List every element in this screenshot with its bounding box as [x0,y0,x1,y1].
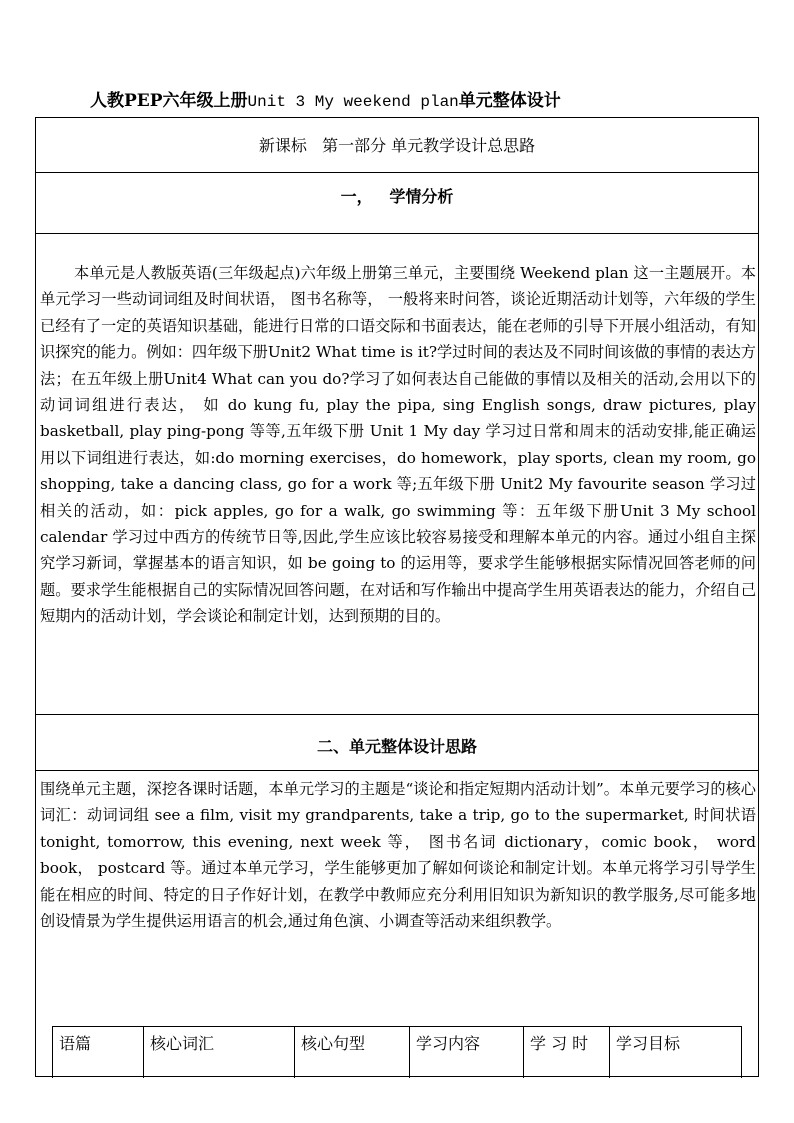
col-header-text: 语篇 [53,1027,144,1078]
title-prefix: 人教PEP六年级上册 [90,91,248,111]
section1-paragraph: 本单元是人教版英语(三年级起点)六年级上册第三单元，主要围绕 Weekend plan 这一主题展开。本单元学习一些动词词组及时间状语， 图书名称等， 一般将来时问答，谈论近期活动计划等，六年级的学生已经有了一定的英语知识基础，能进行日常的口语交际和书面表达，能在老师的引导下开展小组活动，有知识探究的能力。例如：四年级下册Unit2 What time is it?学过时间的表达及不同时间该做的事情的表达方法；在五年级上册Unit4 What can you do?学习了如何表达自己能做的事情以及相关的活动,会用以下的动词词组进行表达， 如 do kung fu, play the pipa, sing English songs, draw pictures, play basketball, play ping-pong 等等,五年级下册 Unit 1 My day 学习过日常和周末的活动安排,能正确运用以下词组进行表达，如:do morning exercises，do homework，play sports, clean my room, go shopping, take a dancing class, go for a work 等;五年级下册 Unit2 My favourite season 学习过相关的活动，如：pick apples, go for a walk, go swimming 等：五年级下册Unit 3 My school calendar 学习过中西方的传统节日等,因此,学生应该比较容易接受和理解本单元的内容。通过小组自主探究学习新词，掌握基本的语言知识，如 be going to 的运用等，要求学生能够根据实际情况回答老师的问题。要求学生能根据自己的实际情况回答问题，在对话和写作输出中提高学生用英语表达的能力，介绍自己短期内的活动计划，学会谈论和制定计划，达到预期的目的。 [40,264,756,626]
document-title [90,86,730,111]
title-suffix: 单元整体设计 [458,91,561,111]
section2-paragraph: 围绕单元主题，深挖各课时话题，本单元学习的主题是“谈论和指定短期内活动计划”。本单元要学习的核心词汇：动词词组 see a film, visit my grandparents, take a trip, go to the supermarket, 时间状语 tonight, tomorrow, this evening, next week 等， 图书名词 dictionary，comic book， word book， postcard 等。通过本单元学习，学生能够更加了解如何谈论和制定计划。本单元将学习引导学生能在相应的时间、特定的日子作好计划，在教学中教师应充分利用旧知识为新知识的教学服务,尽可能多地创设情景为学生提供运用语言的机会,通过角色演、小调查等活动来组织教学。 [40,780,756,931]
header-row-text: 新课标 第一部分 单元教学设计总思路 [258,136,536,155]
col-header-hours: 学 习 时 [524,1027,610,1078]
col-header-content: 学习内容 [410,1027,524,1078]
row-divider [36,233,758,234]
row-divider [36,172,758,173]
unit-overview-table-header [52,1026,742,1078]
row-divider [36,714,758,715]
col-header-goals: 学习目标 [616,1034,681,1053]
col-header-sentences: 核心句型 [295,1027,410,1078]
col-header-vocab: 核心词汇 [144,1027,295,1078]
section1-heading: 一， 学情分析 [340,187,454,206]
row-divider [36,770,758,771]
title-unit: Unit 3 My weekend plan [247,93,459,111]
section2-heading: 二、单元整体设计思路 [316,737,477,756]
outer-table [35,117,759,1077]
